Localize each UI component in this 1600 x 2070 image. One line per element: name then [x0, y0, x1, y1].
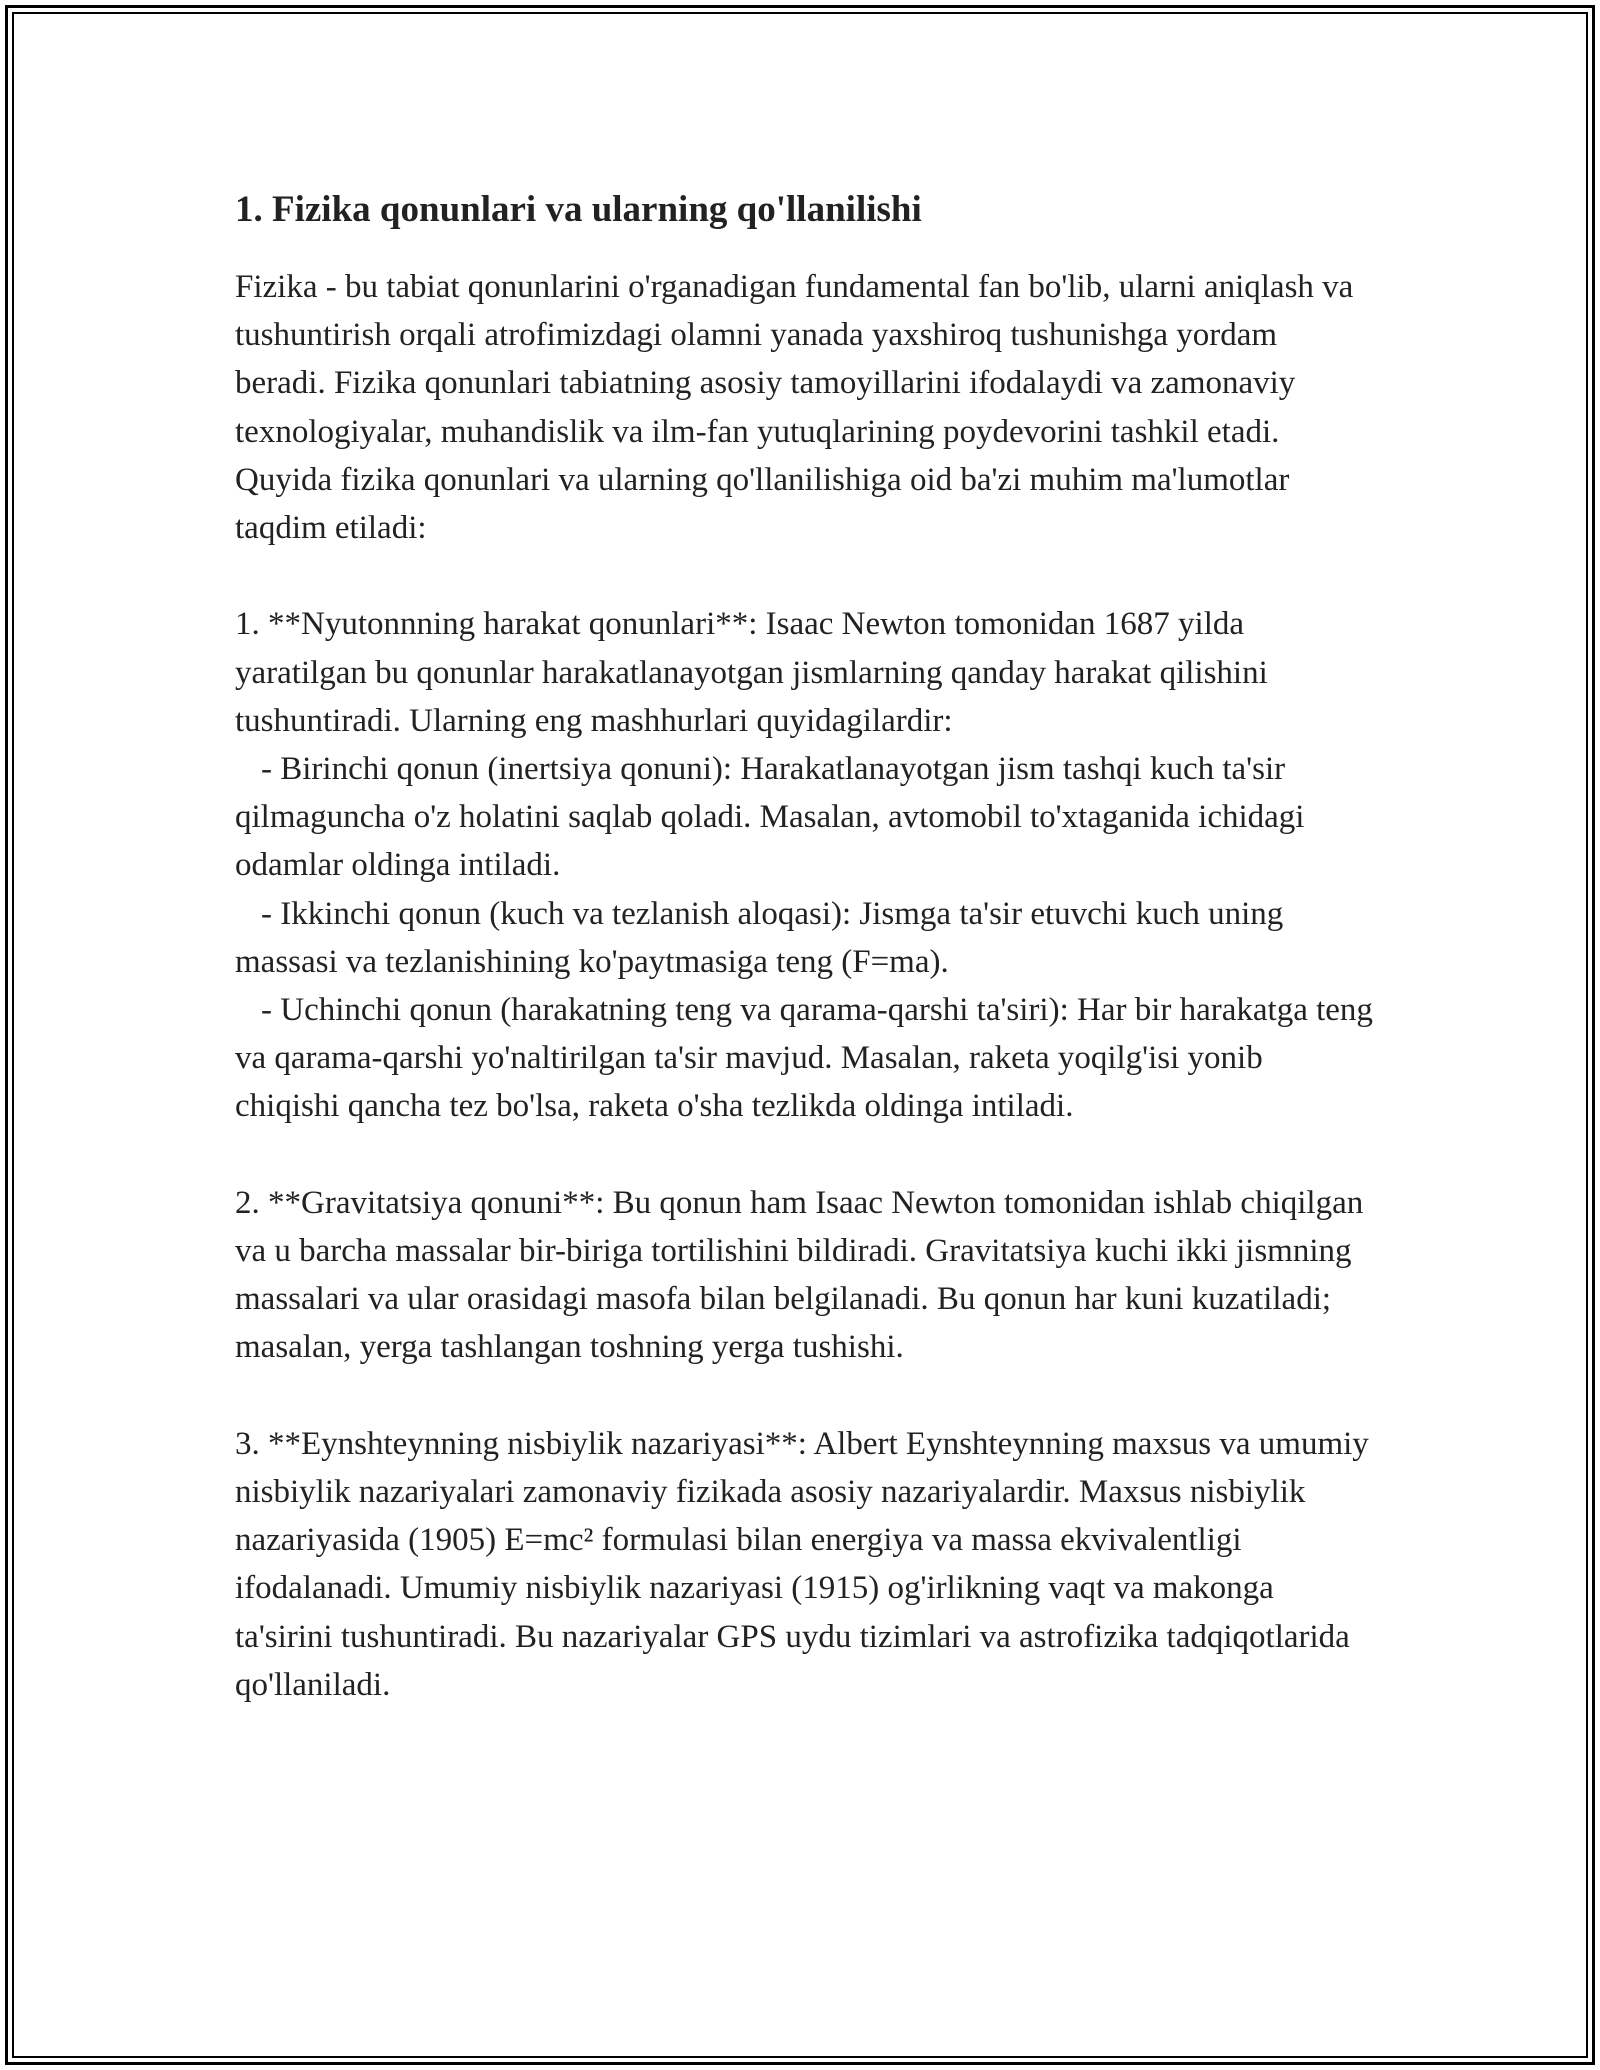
bullet-first-law: [235, 745, 1375, 890]
bullet-third-law: [235, 986, 1375, 1131]
section-gravitation: 2. **Gravitatsiya qonuni**: Bu qonun ham Isaac Newton tomonidan ishlab chiqilgan va u barcha massalar bir-biriga tortilishini bildiradi. Gravitatsiya kuchi ikki jismning massalari va ular orasidagi masofa bilan belgilanadi. Bu qonun har kuni kuzatiladi; masalan, yerga tashlangan toshning yerga tushishi.: [235, 1184, 1364, 1366]
paragraph-gap: [235, 552, 1375, 600]
bullet-third-law-text: - Uchinchi qonun (harakatning teng va qarama-qarshi ta'siri): Har bir harakatga teng va qarama-qarshi yo'naltirilgan ta'sir mavjud. Masalan, raketa yoqilg'isi yonib chiqishi qancha tez bo'lsa, raketa o'sha tezlikda oldinga intiladi.: [235, 992, 1373, 1125]
document-body: [235, 263, 1375, 1709]
paragraph-gap: [235, 1372, 1375, 1420]
document-page: [235, 185, 1375, 1709]
section-newton-laws: 1. **Nyutonnning harakat qonunlari**: Isaac Newton tomonidan 1687 yilda yaratilgan bu qonunlar harakatlanayotgan jismlarning qanday harakat qilishini tushuntiradi. Ularning eng mashhurlari quyidagilardir:: [235, 606, 1268, 739]
intro-paragraph: Fizika - bu tabiat qonunlarini o'rganadigan fundamental fan bo'lib, ularni aniqlash va tushuntirish orqali atrofimizdagi olamni yanada yaxshiroq tushunishga yordam beradi. Fizika qonunlari tabiatning asosiy tamoyillarini ifodalaydi va zamonaviy texnologiyalar, muhandislik va ilm-fan yutuqlarining poydevorini tashkil etadi. Quyida fizika qonunlari va ularning qo'llanilishiga oid ba'zi muhim ma'lumotlar taqdim etiladi:: [235, 269, 1354, 547]
section-relativity: 3. **Eynshteynning nisbiylik nazariyasi**: Albert Eynshteynning maxsus va umumiy nisbiylik nazariyalari zamonaviy fizikada asosiy nazariyalardir. Maxsus nisbiylik nazariyasida (1905) E=mc² formulasi bilan energiya va massa ekvivalentligi ifodalanadi. Umumiy nisbiylik nazariyasi (1915) og'irlikning vaqt va makonga ta'sirini tushuntiradi. Bu nazariyalar GPS uydu tizimlari va astrofizika tadqiqotlarida qo'llaniladi.: [235, 1425, 1369, 1703]
bullet-second-law: [235, 890, 1375, 986]
paragraph-gap: [235, 1131, 1375, 1179]
document-title: 1. Fizika qonunlari va ularning qo'llanilishi: [235, 189, 922, 230]
bullet-second-law-text: - Ikkinchi qonun (kuch va tezlanish aloqasi): Jismga ta'sir etuvchi kuch uning massasi va tezlanishining ko'paytmasiga teng (F=ma).: [235, 895, 1284, 980]
bullet-first-law-text: - Birinchi qonun (inertsiya qonuni): Harakatlanayotgan jism tashqi kuch ta'sir qilmaguncha o'z holatini saqlab qoladi. Masalan, avtomobil to'xtaganida ichidagi odamlar oldinga intiladi.: [235, 751, 1305, 884]
